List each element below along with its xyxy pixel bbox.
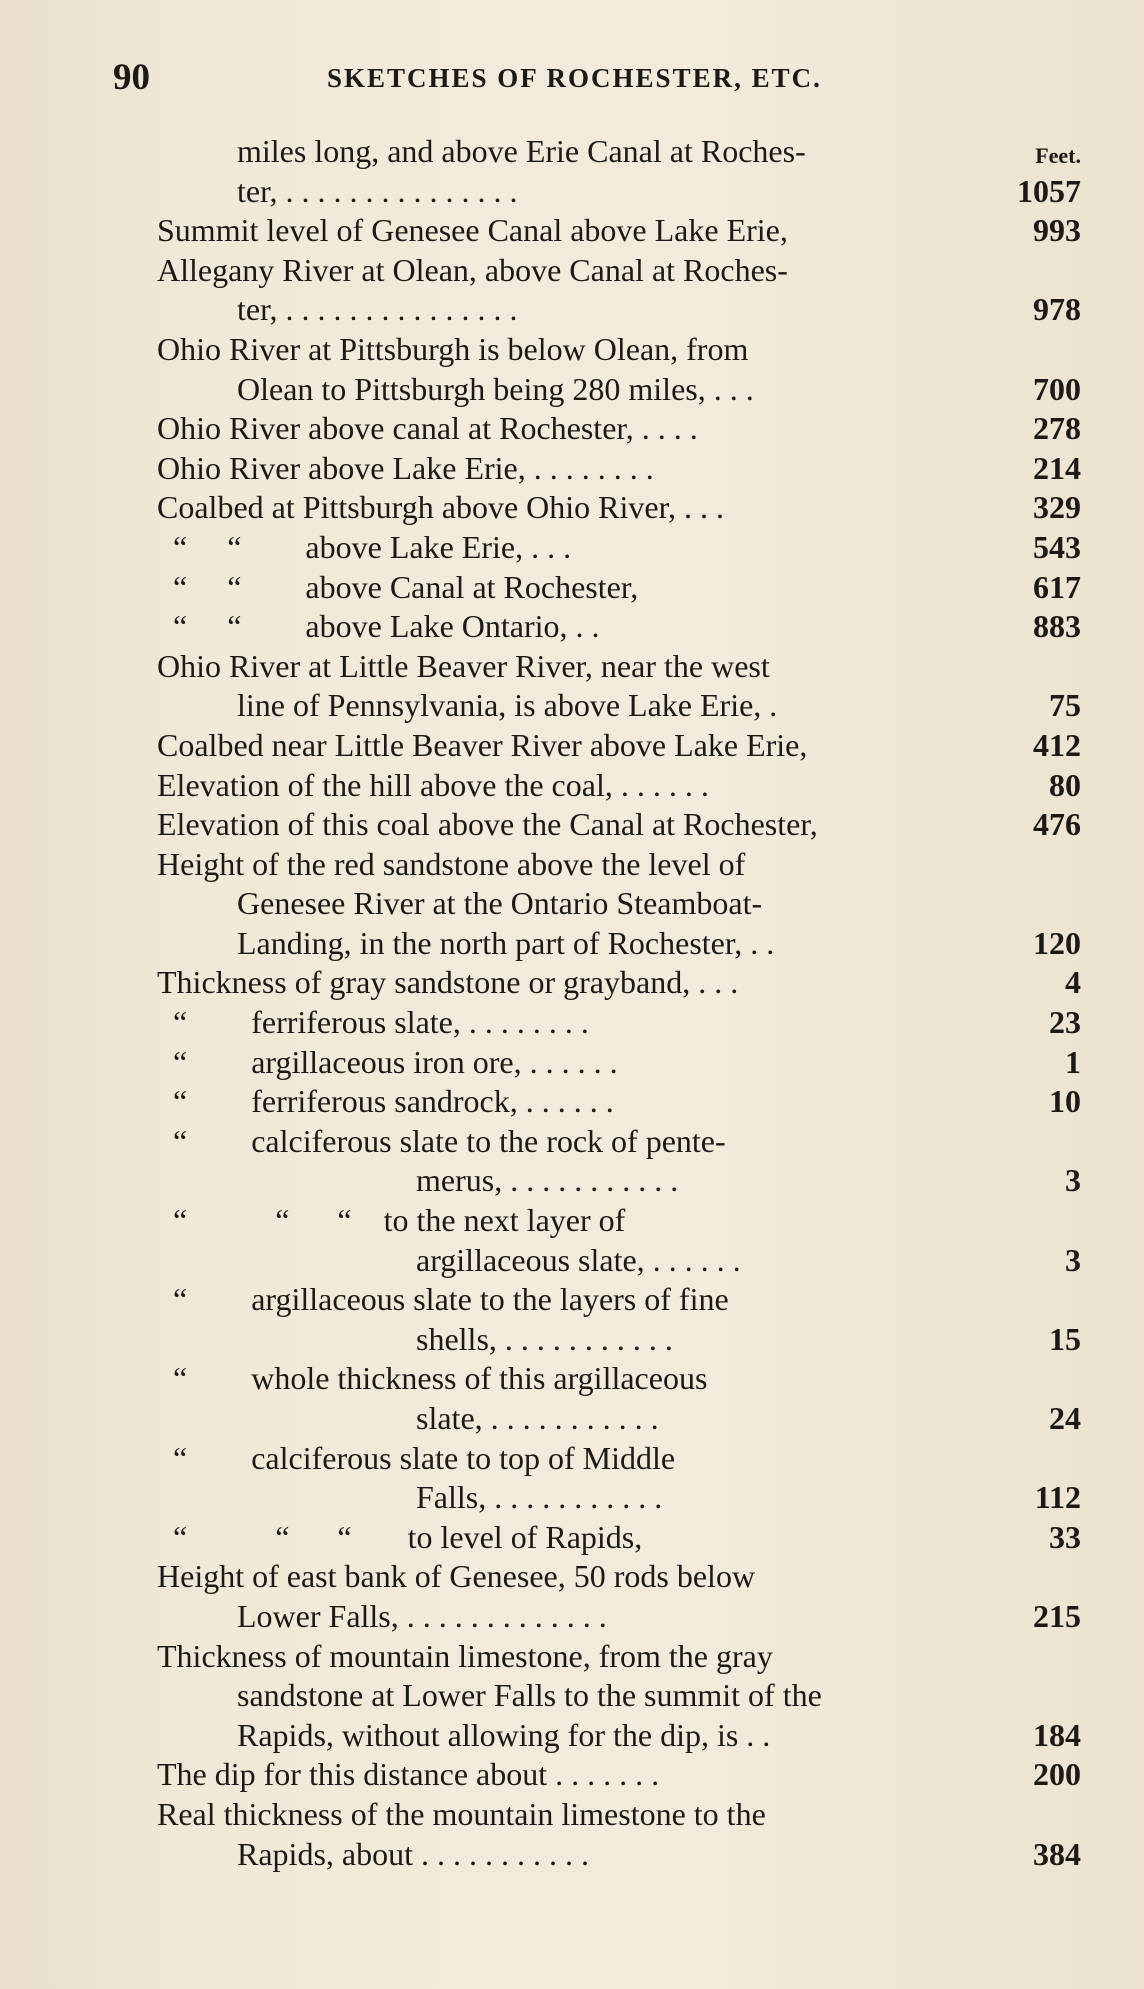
row-text: Height of east bank of Genesee, 50 rods below — [157, 1558, 756, 1595]
row-text: sandstone at Lower Falls to the summit of the — [237, 1677, 822, 1714]
table-row — [157, 884, 1081, 924]
row-value: 3 — [1065, 1241, 1081, 1278]
row-text: Ohio River above Lake Erie, . . . . . . . . — [157, 449, 654, 486]
row-text: Coalbed at Pittsburgh above Ohio River, . . . — [157, 489, 724, 526]
row-text: line of Pennsylvania, is above Lake Erie, . — [237, 687, 778, 724]
table-row — [157, 726, 1081, 766]
row-text: ter, . . . . . . . . . . . . . . . — [237, 172, 518, 209]
row-value: 3 — [1065, 1162, 1081, 1199]
row-value: 476 — [1033, 806, 1081, 843]
row-text: Ohio River above canal at Rochester, . . . . — [157, 410, 698, 447]
row-value: 112 — [1034, 1479, 1081, 1516]
row-text: “ argillaceous slate to the layers of fine — [157, 1281, 729, 1318]
table-row — [157, 845, 1081, 885]
table-row — [157, 1082, 1081, 1122]
row-text: Elevation of the hill above the coal, . . . . . . — [157, 766, 709, 803]
row-text: Genesee River at the Ontario Steamboat- — [237, 885, 763, 922]
table-row — [157, 1439, 1081, 1479]
table-row — [157, 1795, 1081, 1835]
row-value: 120 — [1033, 924, 1081, 961]
row-value: 24 — [1049, 1400, 1081, 1436]
table-row — [157, 172, 1081, 212]
table-row — [157, 1676, 1081, 1716]
table-row — [157, 330, 1081, 370]
table-row — [157, 1043, 1081, 1083]
row-text: argillaceous slate, . . . . . . — [416, 1241, 741, 1278]
row-text: miles long, and above Erie Canal at Roches- — [237, 133, 806, 169]
row-value: 700 — [1033, 370, 1081, 407]
table-row — [157, 1359, 1081, 1399]
table-row — [157, 488, 1081, 528]
table-row — [157, 1201, 1081, 1241]
row-text: The dip for this distance about . . . . . . . — [157, 1756, 660, 1793]
table-row — [157, 766, 1081, 806]
table-row — [157, 1122, 1081, 1162]
row-text: “ calciferous slate to the rock of pente- — [157, 1122, 726, 1159]
row-text: “ “ above Lake Erie, . . . — [157, 528, 572, 565]
table-row — [157, 1478, 1081, 1518]
table-row — [157, 1716, 1081, 1756]
table-row — [157, 290, 1081, 330]
row-value: 329 — [1033, 489, 1081, 526]
elevation-table — [157, 132, 1081, 1874]
row-text: Lower Falls, . . . . . . . . . . . . . — [237, 1597, 607, 1634]
table-row — [157, 370, 1081, 410]
row-text: Olean to Pittsburgh being 280 miles, . . . — [237, 370, 754, 407]
row-value: 10 — [1049, 1083, 1081, 1120]
row-text: Elevation of this coal above the Canal at Rochester, — [157, 806, 818, 843]
table-row — [157, 409, 1081, 449]
unit-label: Feet. — [1035, 143, 1081, 168]
table-row — [157, 449, 1081, 489]
table-row — [157, 1518, 1081, 1558]
row-value: 412 — [1033, 726, 1081, 763]
table-row — [157, 1241, 1081, 1281]
table-row — [157, 1835, 1081, 1875]
table-row — [157, 686, 1081, 726]
table-row — [157, 251, 1081, 291]
row-value: 214 — [1033, 449, 1081, 486]
row-text: “ argillaceous iron ore, . . . . . . — [157, 1043, 618, 1080]
table-row — [157, 1280, 1081, 1320]
row-text: “ ferriferous slate, . . . . . . . . — [157, 1004, 589, 1041]
row-text: Ohio River at Pittsburgh is below Olean, from — [157, 330, 749, 367]
table-row — [157, 1755, 1081, 1795]
table-row — [157, 568, 1081, 608]
row-value: 883 — [1033, 608, 1081, 645]
table-row — [157, 1320, 1081, 1360]
table-row — [157, 1399, 1081, 1439]
row-text: Allegany River at Olean, above Canal at Roches- — [157, 251, 788, 288]
row-text: Thickness of mountain limestone, from the gray — [157, 1637, 773, 1674]
table-row — [157, 924, 1081, 964]
table-row — [157, 211, 1081, 251]
row-value: 993 — [1033, 212, 1081, 249]
row-value: 80 — [1049, 766, 1081, 803]
table-row — [157, 607, 1081, 647]
row-text: Real thickness of the mountain limestone to the — [157, 1795, 766, 1832]
table-row — [157, 1637, 1081, 1677]
row-text: Coalbed near Little Beaver River above Lake Erie, — [157, 726, 808, 763]
row-text: Thickness of gray sandstone or grayband, . . . — [157, 964, 739, 1001]
row-text: Rapids, about . . . . . . . . . . . — [237, 1835, 589, 1872]
row-text: “ “ above Lake Ontario, . . — [157, 608, 600, 645]
row-value: 184 — [1033, 1716, 1081, 1753]
row-value: 617 — [1033, 568, 1081, 605]
table-row — [157, 1161, 1081, 1201]
row-value: 200 — [1033, 1756, 1081, 1793]
table-row — [157, 132, 1081, 172]
running-head: SKETCHES OF ROCHESTER, ETC. — [327, 63, 822, 93]
table-row — [157, 805, 1081, 845]
row-value: 75 — [1049, 687, 1081, 724]
row-text: Rapids, without allowing for the dip, is . . — [237, 1716, 771, 1753]
row-value: 384 — [1033, 1835, 1081, 1872]
row-text: shells, . . . . . . . . . . . — [416, 1320, 673, 1357]
row-value: 23 — [1049, 1004, 1081, 1041]
table-row — [157, 1557, 1081, 1597]
page-header — [113, 56, 883, 106]
table-row — [157, 1597, 1081, 1637]
row-value: 543 — [1033, 528, 1081, 565]
row-text: Height of the red sandstone above the level of — [157, 845, 746, 882]
table-row — [157, 1003, 1081, 1043]
row-text: “ whole thickness of this argillaceous — [157, 1360, 708, 1397]
row-text: Falls, . . . . . . . . . . . — [416, 1479, 663, 1516]
row-value: 1 — [1065, 1043, 1081, 1080]
row-value: 15 — [1049, 1320, 1081, 1357]
table-row — [157, 528, 1081, 568]
row-value: 1057 — [1017, 172, 1081, 209]
row-text: “ calciferous slate to top of Middle — [157, 1439, 676, 1476]
row-value: 278 — [1033, 410, 1081, 447]
row-text: merus, . . . . . . . . . . . — [416, 1162, 679, 1199]
table-row — [157, 647, 1081, 687]
table-row — [157, 963, 1081, 1003]
row-value: 978 — [1033, 291, 1081, 328]
row-text: slate, . . . . . . . . . . . — [416, 1400, 659, 1436]
row-value: 4 — [1065, 964, 1081, 1001]
row-text: “ “ “ to level of Rapids, — [157, 1518, 643, 1555]
row-text: Landing, in the north part of Rochester, . . — [237, 924, 775, 961]
row-value: 33 — [1049, 1518, 1081, 1555]
row-value: 215 — [1033, 1597, 1081, 1634]
row-text: ter, . . . . . . . . . . . . . . . — [237, 291, 518, 328]
row-text: “ “ “ to the next layer of — [157, 1202, 626, 1239]
row-text: “ ferriferous sandrock, . . . . . . — [157, 1083, 614, 1120]
row-text: Summit level of Genesee Canal above Lake Erie, — [157, 212, 788, 249]
row-text: Ohio River at Little Beaver River, near the west — [157, 647, 770, 684]
row-text: “ “ above Canal at Rochester, — [157, 568, 639, 605]
page-number: 90 — [113, 57, 150, 98]
